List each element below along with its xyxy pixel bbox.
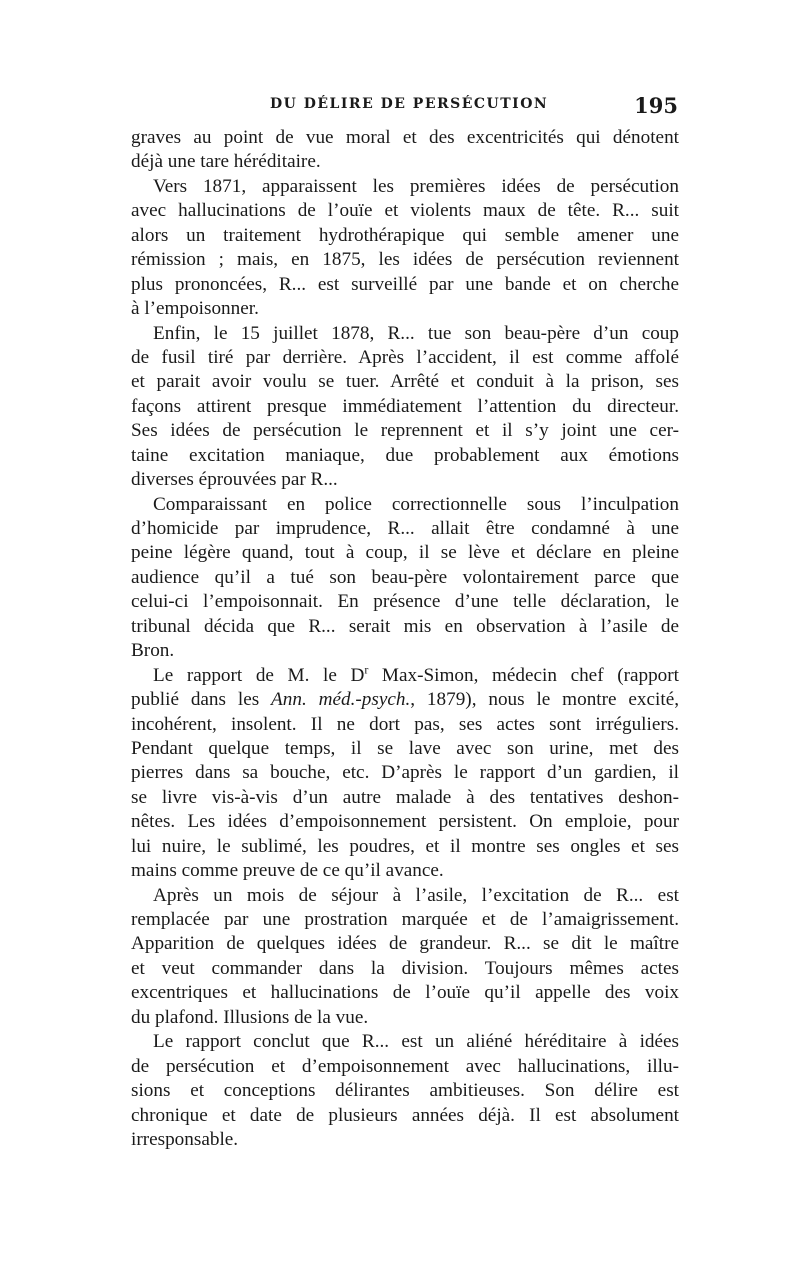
text-line: et parait avoir voulu se tuer. Arrêté et conduit à la prison, ses — [131, 371, 679, 393]
text-line: à l’empoisonner. — [131, 298, 259, 320]
text-line: irresponsable. — [131, 1128, 239, 1150]
text-line: de persécution et d’empoisonnement avec hallucinations, illu- — [131, 1055, 679, 1077]
text-line: avec hallucinations de l’ouïe et violents maux de tête. R... suit — [131, 200, 679, 222]
text-line: taine excitation maniaque, due probablement aux émotions — [131, 444, 679, 466]
text-line: publié dans les Ann. méd.-psych., 1879), nous le montre excité, — [131, 689, 680, 711]
text-line: pierres dans sa bouche, etc. D’après le rapport d’un gardien, il — [131, 762, 679, 784]
text-line: sions et conceptions délirantes ambitieuses. Son délire est — [131, 1080, 679, 1102]
text-line: lui nuire, le sublimé, les poudres, et il montre ses ongles et ses — [131, 835, 679, 857]
text-line: Enfin, le 15 juillet 1878, R... tue son beau-père d’un coup — [153, 322, 679, 344]
text-line: Le rapport conclut que R... est un aliéné héréditaire à idées — [153, 1031, 679, 1053]
text-line: Le rapport de M. le $D^r$ Max-Simon, médecin chef (rapport — [153, 662, 679, 686]
text-line: nêtes. Les idées d’empoisonnement persistent. On emploie, pour — [131, 811, 679, 833]
text-line: graves au point de vue moral et des excentricités qui dénotent — [131, 127, 679, 148]
text-line: Après un mois de séjour à l’asile, l’excitation de R... est — [153, 884, 679, 906]
text-line: chronique et date de plusieurs années déjà. Il est absolument — [131, 1104, 679, 1126]
text-line: d’homicide par imprudence, R... allait être condamné à une — [131, 518, 679, 539]
text-line: audience qu’il a tué son beau-père volontairement parce que — [131, 566, 679, 588]
text-line: rémission ; mais, en 1875, les idées de persécution reviennent — [131, 249, 679, 271]
text-line: diverses éprouvées par R... — [131, 469, 338, 491]
text-line: mains comme preuve de ce qu’il avance. — [131, 860, 444, 882]
text-line: alors un traitement hydrothérapique qui semble amener une — [131, 224, 679, 246]
text-line: façons attirent presque immédiatement l’attention du directeur. — [131, 395, 679, 417]
text-line: Pendant quelque temps, il se lave avec son urine, met des — [131, 737, 679, 759]
text-line: incohérent, insolent. Il ne dort pas, ses actes sont irréguliers. — [131, 713, 679, 735]
running-head — [130, 93, 678, 120]
text-line: Ses idées de persécution le reprennent et il s’y joint une cer- — [131, 420, 679, 442]
text-line: peine légère quand, tout à coup, il se lève et déclare en pleine — [131, 542, 679, 564]
text-line: celui-ci l’empoisonnait. En présence d’une telle déclaration, le — [131, 591, 679, 613]
text-line: et veut commander dans la division. Toujours mêmes actes — [131, 957, 679, 979]
text-line: plus prononcées, R... est surveillé par une bande et on cherche — [131, 273, 679, 295]
text-line: Vers 1871, apparaissent les premières idées de persécution — [153, 175, 679, 197]
page-number: 195 — [634, 93, 678, 118]
body-text — [131, 126, 679, 1152]
text-line: remplacée par une prostration marquée et de l’amaigrissement. — [131, 909, 679, 930]
text-line: Bron. — [131, 640, 175, 662]
text-line: excentriques et hallucinations de l’ouïe qu’il appelle des voix — [131, 982, 679, 1004]
text-line: déjà une tare héréditaire. — [131, 151, 321, 173]
text-line: se livre vis-à-vis d’un autre malade à des tentatives deshon- — [131, 786, 679, 808]
text-line: de fusil tiré par derrière. Après l’accident, il est comme affolé — [131, 346, 679, 368]
text-line: du plafond. Illusions de la vue. — [131, 1006, 369, 1028]
text-line: tribunal décida que R... serait mis en observation à l’asile de — [131, 615, 679, 637]
text-line: Apparition de quelques idées de grandeur. R... se dit le maître — [131, 933, 679, 955]
running-title: DU DÉLIRE DE PERSÉCUTION — [270, 96, 549, 112]
text-line: Comparaissant en police correctionnelle sous l’inculpation — [153, 493, 679, 515]
